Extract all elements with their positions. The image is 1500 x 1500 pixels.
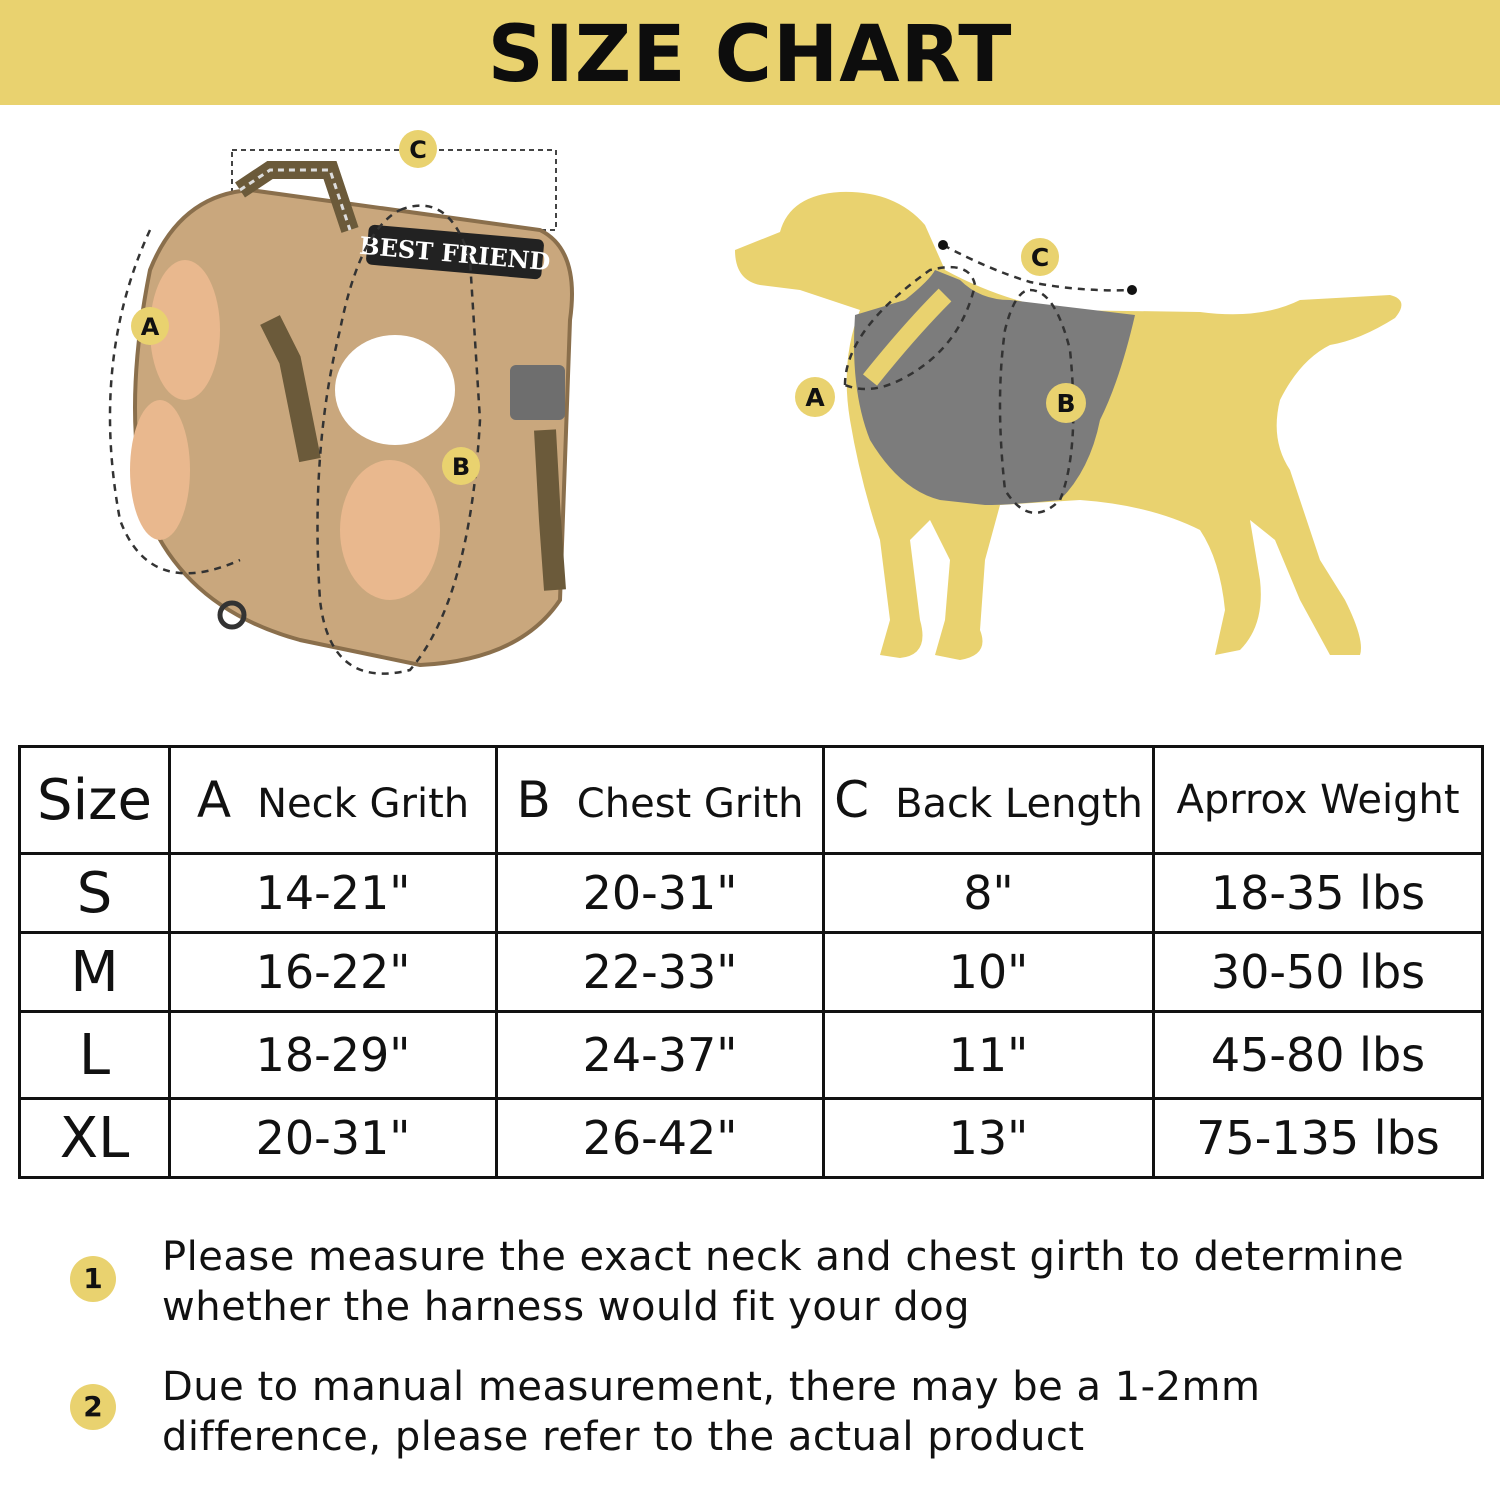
table-row (20, 1012, 1483, 1099)
header-chest-letter: B (516, 771, 551, 829)
harness-buckle (510, 365, 565, 420)
harness-label-a: A (140, 313, 160, 341)
harness-label-c: C (409, 136, 427, 164)
harness-patch-text: BEST FRIEND (358, 230, 552, 277)
illustration-area (0, 105, 1500, 725)
harness-strap-right (545, 430, 555, 590)
cell-neck: 18-29" (170, 1012, 497, 1099)
table-row (20, 933, 1483, 1012)
note-number-badge: 1 (70, 1256, 116, 1302)
cell-neck: 16-22" (170, 933, 497, 1012)
header-back-label: Back Length (895, 781, 1143, 827)
header-back (824, 747, 1154, 854)
header-weight-label: Aprrox Weight (1176, 777, 1460, 823)
dog-label-a: A (805, 383, 825, 412)
cell-chest: 24-37" (497, 1012, 824, 1099)
size-table (18, 745, 1484, 1179)
harness-padding-chest (340, 460, 440, 600)
cell-chest: 26-42" (497, 1099, 824, 1178)
cell-back: 11" (824, 1012, 1154, 1099)
dog-label-c: C (1030, 243, 1050, 272)
header-neck-label: Neck Grith (257, 781, 470, 827)
harness-padding-lower (130, 400, 190, 540)
cell-back: 10" (824, 933, 1154, 1012)
cell-neck: 20-31" (170, 1099, 497, 1178)
cell-size: XL (20, 1099, 170, 1178)
cell-weight: 30-50 lbs (1154, 933, 1483, 1012)
cell-back: 13" (824, 1099, 1154, 1178)
page-title: SIZE CHART (487, 10, 1013, 100)
header-back-letter: C (834, 771, 870, 829)
cell-chest: 20-31" (497, 854, 824, 933)
cell-weight: 75-135 lbs (1154, 1099, 1483, 1178)
header-chest-label: Chest Grith (576, 781, 804, 827)
header-size (20, 747, 170, 854)
header-chest (497, 747, 824, 854)
harness-illustration (110, 130, 572, 674)
title-banner (0, 0, 1500, 105)
cell-neck: 14-21" (170, 854, 497, 933)
cell-back: 8" (824, 854, 1154, 933)
harness-leg-opening (335, 335, 455, 445)
note-text: Due to manual measurement, there may be a 1-2mm difference, please refer to the actual product (162, 1364, 1261, 1460)
cell-size: L (20, 1012, 170, 1099)
table-row (20, 854, 1483, 933)
header-neck-letter: A (196, 771, 232, 829)
harness-label-b: B (451, 453, 471, 481)
dog-illustration (735, 192, 1401, 660)
note-text: Please measure the exact neck and chest girth to determine whether the harness would fit your dog (162, 1234, 1405, 1330)
dog-c-start-dot (938, 240, 948, 250)
cell-chest: 22-33" (497, 933, 824, 1012)
header-weight (1154, 747, 1483, 854)
note-number-badge: 2 (70, 1384, 116, 1430)
cell-size: S (20, 854, 170, 933)
illustrations-svg (0, 105, 1500, 725)
cell-weight: 18-35 lbs (1154, 854, 1483, 933)
cell-size: M (20, 933, 170, 1012)
cell-weight: 45-80 lbs (1154, 1012, 1483, 1099)
dog-label-b: B (1056, 389, 1076, 418)
header-size-label: Size (37, 767, 152, 833)
dog-c-end-dot (1127, 285, 1137, 295)
header-neck (170, 747, 497, 854)
table-row (20, 1099, 1483, 1178)
table-header-row (20, 747, 1483, 854)
